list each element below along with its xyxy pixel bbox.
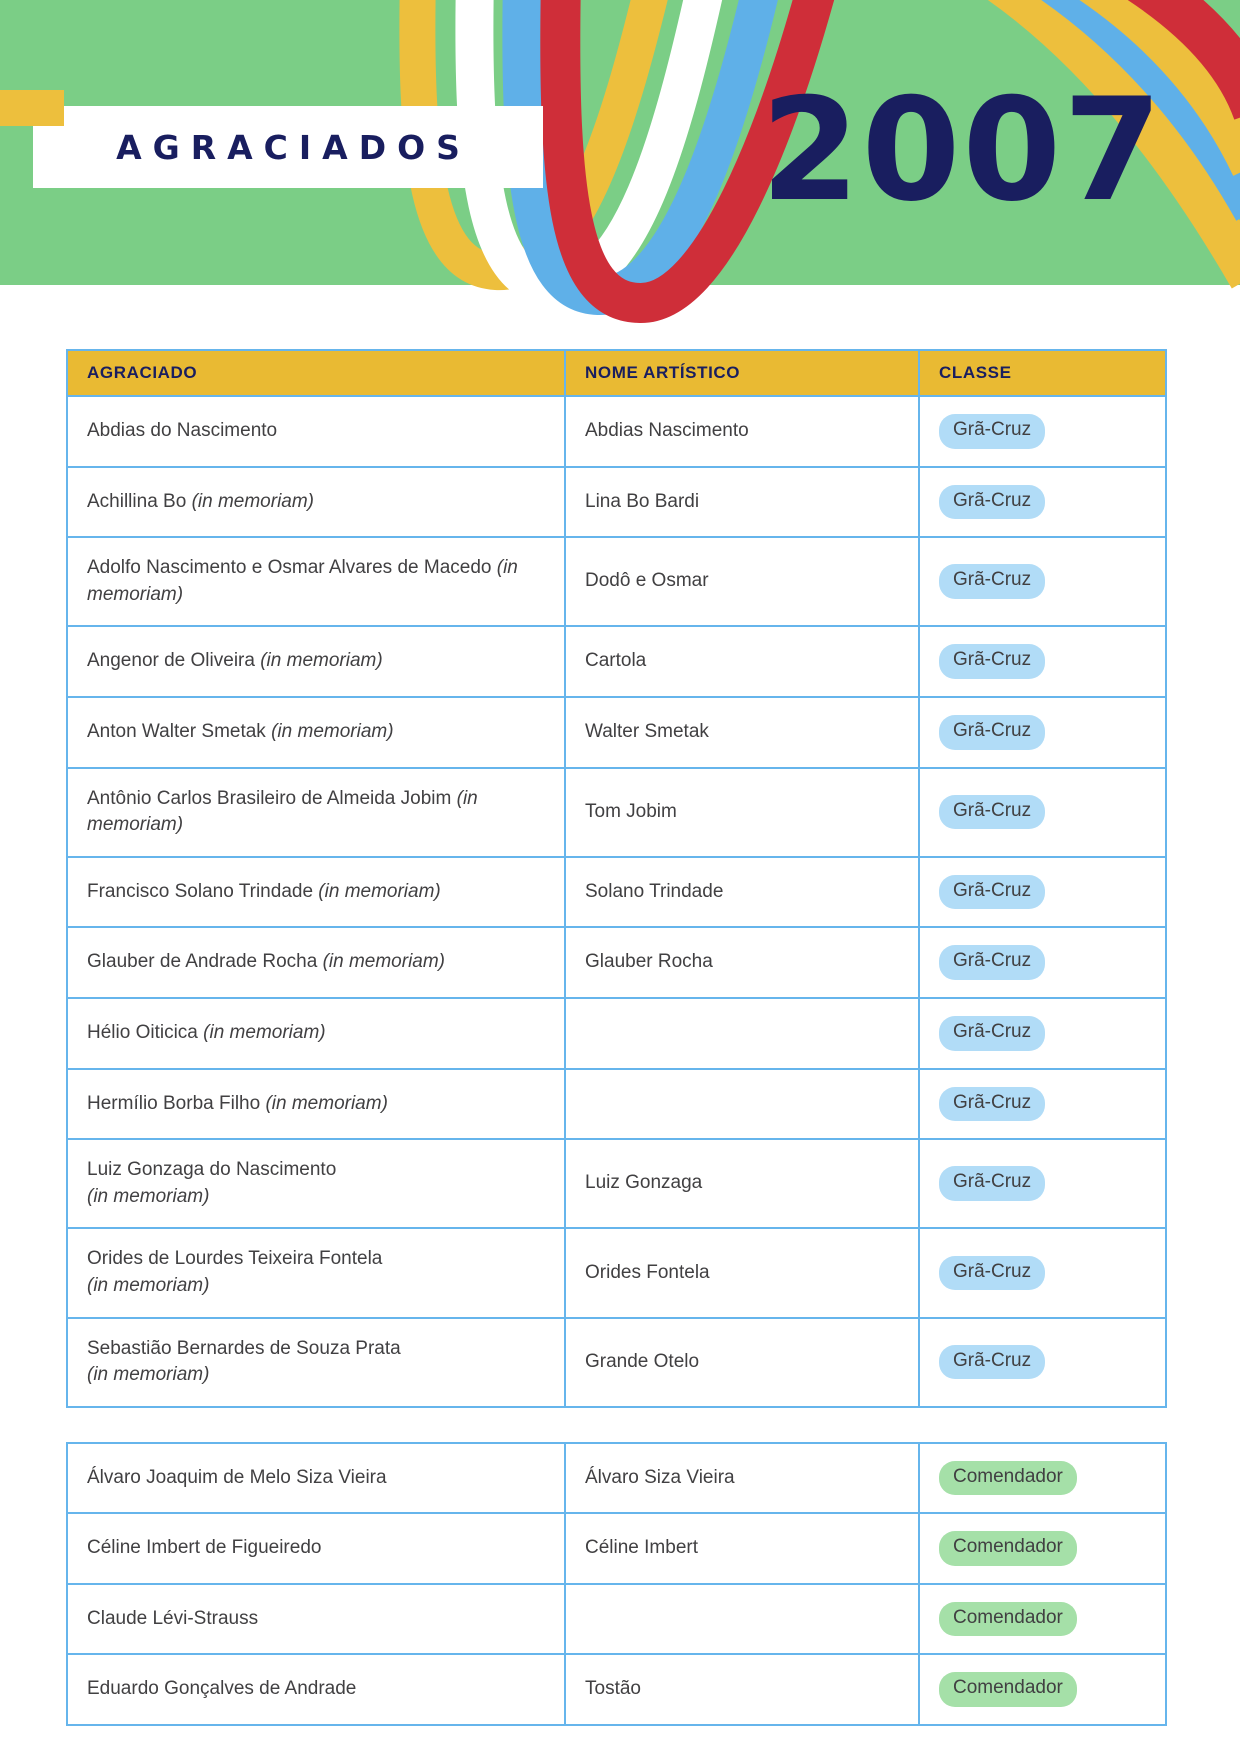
- in-memoriam-note: (in memoriam): [87, 1185, 210, 1207]
- in-memoriam-note: (in memoriam): [87, 1364, 210, 1386]
- content: [0, 349, 1240, 1726]
- agraciado-cell: Adolfo Nascimento e Osmar Alvares de Macedo (in memoriam): [67, 537, 565, 626]
- table-row: [67, 1654, 1166, 1725]
- hero-banner: [0, 0, 1240, 285]
- classe-cell: [919, 1139, 1166, 1228]
- table-row: [67, 697, 1166, 768]
- agraciado-cell: Hermílio Borba Filho (in memoriam): [67, 1069, 565, 1140]
- classe-badge: Grã-Cruz: [939, 875, 1045, 910]
- classe-badge: Comendador: [939, 1531, 1077, 1566]
- classe-badge: Comendador: [939, 1602, 1077, 1637]
- classe-cell: [919, 998, 1166, 1069]
- classe-badge: Comendador: [939, 1672, 1077, 1707]
- nome-artistico-cell: Lina Bo Bardi: [565, 467, 919, 538]
- nome-artistico-cell: Grande Otelo: [565, 1318, 919, 1407]
- nome-artistico-cell: Orides Fontela: [565, 1228, 919, 1317]
- classe-badge: Grã-Cruz: [939, 644, 1045, 679]
- classe-badge: Grã-Cruz: [939, 1256, 1045, 1291]
- nome-artistico-cell: Tom Jobim: [565, 768, 919, 857]
- classe-cell: [919, 537, 1166, 626]
- agraciado-cell: Francisco Solano Trindade (in memoriam): [67, 857, 565, 928]
- page-title: AGRACIADOS: [116, 127, 471, 167]
- classe-badge: Grã-Cruz: [939, 1016, 1045, 1051]
- nome-artistico-cell: Cartola: [565, 626, 919, 697]
- agraciado-cell: Sebastião Bernardes de Souza Prata (in memoriam): [67, 1318, 565, 1407]
- table-row: [67, 1139, 1166, 1228]
- classe-cell: [919, 1654, 1166, 1725]
- classe-cell: [919, 467, 1166, 538]
- in-memoriam-note: (in memoriam): [260, 650, 383, 672]
- in-memoriam-note: (in memoriam): [322, 951, 446, 973]
- classe-cell: [919, 1228, 1166, 1317]
- classe-cell: [919, 396, 1166, 467]
- title-box: [33, 106, 543, 188]
- column-header-classe: CLASSE: [919, 350, 1166, 396]
- classe-badge: Comendador: [939, 1461, 1077, 1496]
- classe-badge: Grã-Cruz: [939, 1087, 1045, 1122]
- table-row: [67, 1584, 1166, 1655]
- classe-cell: [919, 1069, 1166, 1140]
- classe-badge: Grã-Cruz: [939, 1166, 1045, 1201]
- agraciado-cell: Glauber de Andrade Rocha (in memoriam): [67, 927, 565, 998]
- nome-artistico-cell: [565, 1584, 919, 1655]
- nome-artistico-cell: Luiz Gonzaga: [565, 1139, 919, 1228]
- agraciado-cell: Álvaro Joaquim de Melo Siza Vieira: [67, 1443, 565, 1514]
- nome-artistico-cell: Solano Trindade: [565, 857, 919, 928]
- in-memoriam-note: (in memoriam): [271, 720, 394, 742]
- classe-cell: [919, 857, 1166, 928]
- classe-badge: Grã-Cruz: [939, 564, 1045, 599]
- classe-badge: Grã-Cruz: [939, 715, 1045, 750]
- in-memoriam-note: (in memoriam): [318, 880, 441, 902]
- table-row: [67, 998, 1166, 1069]
- agraciado-cell: Anton Walter Smetak (in memoriam): [67, 697, 565, 768]
- agraciado-cell: Achillina Bo (in memoriam): [67, 467, 565, 538]
- classe-badge: Grã-Cruz: [939, 1345, 1045, 1380]
- in-memoriam-note: (in memoriam): [87, 1274, 210, 1296]
- nome-artistico-cell: Abdias Nascimento: [565, 396, 919, 467]
- table-row: [67, 1318, 1166, 1407]
- nome-artistico-cell: [565, 998, 919, 1069]
- table-row: [67, 1443, 1166, 1514]
- table-row: [67, 537, 1166, 626]
- agraciado-cell: Luiz Gonzaga do Nascimento (in memoriam): [67, 1139, 565, 1228]
- agraciado-cell: Claude Lévi-Strauss: [67, 1584, 565, 1655]
- nome-artistico-cell: Dodô e Osmar: [565, 537, 919, 626]
- agraciado-cell: Abdias do Nascimento: [67, 396, 565, 467]
- classe-badge: Grã-Cruz: [939, 485, 1045, 520]
- table-row: [67, 1069, 1166, 1140]
- nome-artistico-cell: Tostão: [565, 1654, 919, 1725]
- table-row: [67, 1513, 1166, 1584]
- classe-cell: [919, 1443, 1166, 1514]
- agraciado-cell: Hélio Oiticica (in memoriam): [67, 998, 565, 1069]
- table-row: [67, 927, 1166, 998]
- in-memoriam-note: (in memoriam): [87, 787, 478, 836]
- agraciado-cell: Céline Imbert de Figueiredo: [67, 1513, 565, 1584]
- nome-artistico-cell: [565, 1069, 919, 1140]
- column-header-nome-artistico: NOME ARTÍSTICO: [565, 350, 919, 396]
- year-heading: 2007: [760, 68, 1164, 233]
- classe-cell: [919, 697, 1166, 768]
- table-row: [67, 768, 1166, 857]
- table-row: [67, 626, 1166, 697]
- column-header-agraciado: AGRACIADO: [67, 350, 565, 396]
- classe-cell: [919, 768, 1166, 857]
- table-header-row: [67, 350, 1166, 396]
- table-row: [67, 1228, 1166, 1317]
- agraciado-cell: Orides de Lourdes Teixeira Fontela (in memoriam): [67, 1228, 565, 1317]
- yellow-accent-block: [0, 90, 64, 126]
- classe-cell: [919, 927, 1166, 998]
- agraciado-cell: Angenor de Oliveira (in memoriam): [67, 626, 565, 697]
- table-row: [67, 467, 1166, 538]
- in-memoriam-note: (in memoriam): [87, 557, 518, 605]
- table-row: [67, 857, 1166, 928]
- in-memoriam-note: (in memoriam): [265, 1092, 388, 1114]
- table-row: [67, 396, 1166, 467]
- in-memoriam-note: (in memoriam): [203, 1021, 326, 1043]
- classe-cell: [919, 1584, 1166, 1655]
- classe-cell: [919, 1513, 1166, 1584]
- awards-table-gra-cruz: [66, 349, 1167, 1408]
- classe-cell: [919, 626, 1166, 697]
- in-memoriam-note: (in memoriam): [191, 490, 315, 512]
- nome-artistico-cell: Walter Smetak: [565, 697, 919, 768]
- classe-cell: [919, 1318, 1166, 1407]
- classe-badge: Grã-Cruz: [939, 945, 1045, 980]
- agraciado-cell: Antônio Carlos Brasileiro de Almeida Jobim (in memoriam): [67, 768, 565, 857]
- awards-table-comendador: [66, 1442, 1167, 1726]
- nome-artistico-cell: Céline Imbert: [565, 1513, 919, 1584]
- classe-badge: Grã-Cruz: [939, 414, 1045, 449]
- nome-artistico-cell: Glauber Rocha: [565, 927, 919, 998]
- classe-badge: Grã-Cruz: [939, 795, 1045, 830]
- nome-artistico-cell: Álvaro Siza Vieira: [565, 1443, 919, 1514]
- agraciado-cell: Eduardo Gonçalves de Andrade: [67, 1654, 565, 1725]
